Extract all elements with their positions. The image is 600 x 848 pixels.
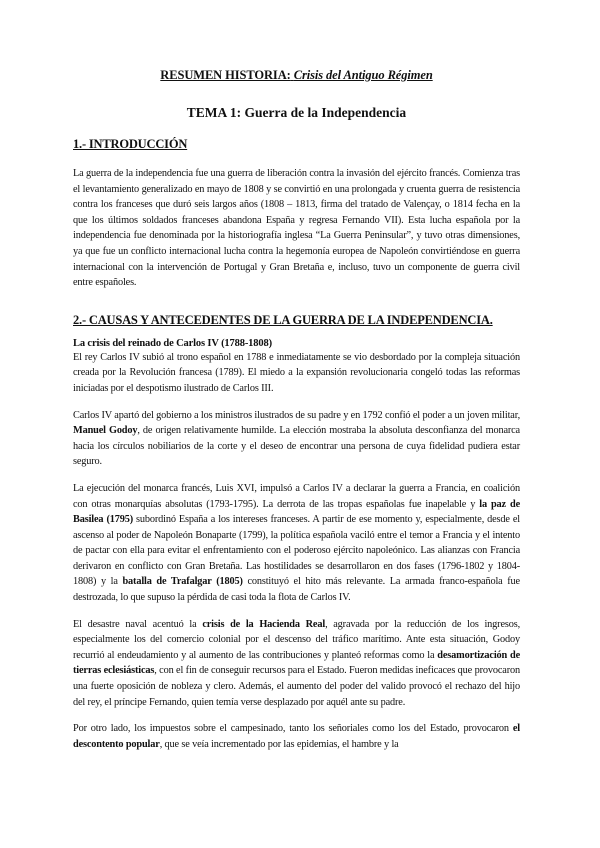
p3-text-c: subordinó España a los intereses franceses. A partir de ese momento y, especialmente, desde el ascenso al poder de Napoleón Bonaparte (1799), la política española vaciló entre el temor a Francia y el intento de pactar con ella para evitar el enfrentamiento con el poderoso ejército napoleónico. Las alianzas con Francia derivaron en conflicto con Gran Bretaña. Las hostilidades se desarrollaron en dos fases (1796-1802 y 1804-1808) y la [73, 514, 520, 588]
p4-bold-hacienda: crisis de la Hacienda Real [202, 618, 326, 630]
p5-text-c: , que se veía incrementado por las epidemias, el hambre y la [159, 738, 399, 750]
section-2-paragraph-5 [73, 721, 520, 752]
p2-text-a: Carlos IV apartó del gobierno a los ministros ilustrados de su padre y en 1792 confió el poder a un joven militar, [73, 409, 520, 421]
document-title [73, 68, 520, 83]
section-1-paragraph-1: La guerra de la independencia fue una guerra de liberación contra la invasión del ejército francés. Comienza tras el levantamiento generalizado en mayo de 1808 y se convirtió en una prolongada y cruenta guerra de resistencia contra los franceses que duró seis largos años (1808 – 1813, firma del tratado de Valençay, o 1814 fecha en la que los últimos soldados franceses abandona España y regresa Fernando VII). Esta lucha española por la independencia fue denominada por la historiografía inglesa “La Guerra Peninsular”, y tuvo otras dimensiones, ya que fue un conflicto internacional lucha contra la hegemonía europea de Napoleón convirtiéndose en guerra internacional con la intervención de Portugal y Gran Bretaña e, incluso, tuvo un componente de guerra civil entre españoles. [73, 168, 520, 289]
title-subtitle: Crisis del Antiguo Régimen [293, 68, 433, 82]
p5-text-a: Por otro lado, los impuestos sobre el campesinado, tanto los señoriales como los del Estado, provocaron [73, 723, 509, 735]
section-2-paragraph-3 [73, 481, 520, 606]
title-main: RESUMEN HISTORIA: [160, 68, 291, 82]
section-2-paragraph-2 [73, 408, 520, 470]
p2-bold-godoy: Manuel Godoy [73, 425, 138, 437]
p4-text-a: El desastre naval acentuó la [73, 618, 197, 630]
p3-bold-trafalgar: batalla de Trafalgar (1805) [122, 576, 243, 588]
p5-bold-descontento: el descontento popular [73, 723, 520, 750]
section-2-subheading: La crisis del reinado de Carlos IV (1788-1808) [73, 337, 272, 349]
p3-text-d: constituyó el hito más relevante. La armada franco-española fue destrozada, lo que supuso la pérdida de casi toda la flota de Carlos IV. [73, 576, 520, 604]
p4-text-d: , con el fin de conseguir recursos para el Estado. Fueron medidas ineficaces que provocaron una fuerte oposición de nobleza y clero. Además, el aumento del poder del valido provocó el rechazo del hijo del rey, el príncipe Fernando, quien temía verse desplazado por aquél ante su padre. [73, 665, 520, 708]
tema-heading: TEMA 1: Guerra de la Independencia [186, 105, 407, 120]
section-2-paragraph-1: El rey Carlos IV subió al trono español en 1788 e inmediatamente se vio desbordado por la compleja situación creada por la Revolución francesa (1789). El miedo a la expansión revolucionaria congeló todas las reformas iniciadas por el despotismo ilustrado de Carlos III. [73, 351, 520, 394]
section-1-heading: 1.- INTRODUCCIÓN [73, 137, 188, 151]
p3-text-a: La ejecución del monarca francés, Luis XVI, impulsó a Carlos IV a declarar la guerra a Francia, en coalición con otras monarquías absolutas (1793-1795). La derrota de las tropas españolas fue inapelable y [73, 482, 520, 510]
p4-bold-desamortizacion: desamortización de tierras eclesiásticas [73, 649, 520, 677]
p2-text-c: , de origen relativamente humilde. La elección mostraba la absoluta desconfianza del monarca hacia los círculos nobiliarios de la corte y el deseo de encontrar una persona de cuya fidelidad pudiera estar seguro. [73, 425, 520, 468]
section-2-paragraph-4 [73, 617, 520, 711]
p4-text-c: , agravada por la reducción de los ingresos, especialmente los del comercio colonial por el descenso del tráfico marítimo. Ante esta situación, Godoy recurrió al endeudamiento y al aumento de las contribuciones y planteó reformas como la [73, 618, 520, 661]
section-2-heading: 2.- CAUSAS Y ANTECEDENTES DE LA GUERRA DE LA INDEPENDENCIA. [73, 312, 493, 327]
p3-bold-basilea: la paz de Basilea (1795) [73, 498, 520, 526]
